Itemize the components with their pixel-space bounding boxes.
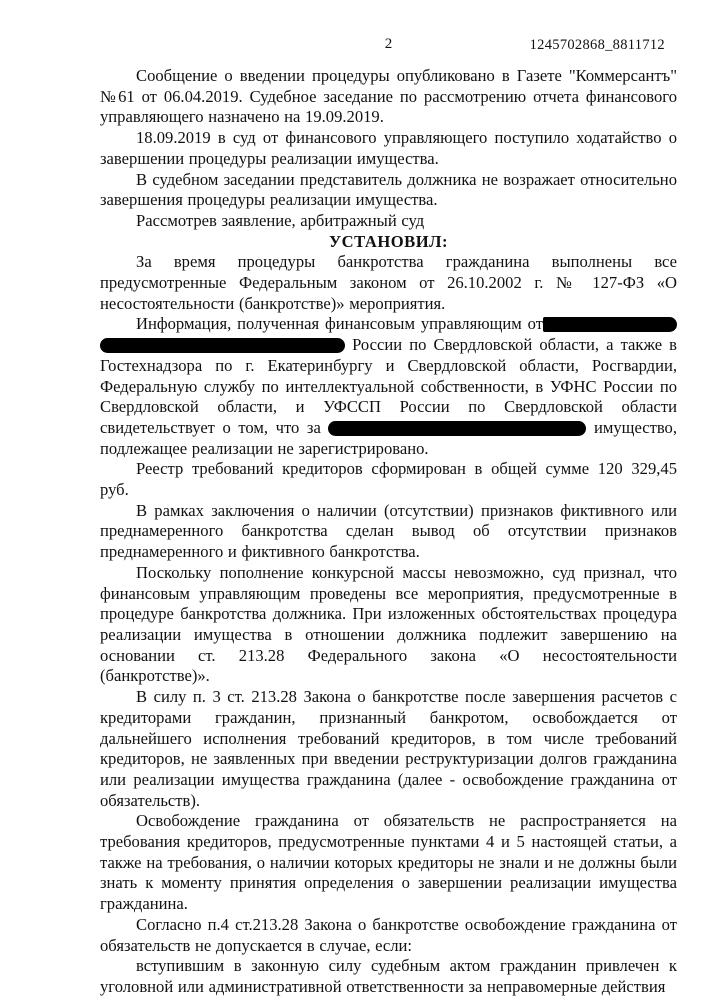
resolution-heading: УСТАНОВИЛ:	[328, 231, 449, 251]
page-number: 2	[384, 36, 393, 52]
page-header	[100, 36, 677, 58]
paragraph-14: вступившим в законную силу судебным актом гражданин привлечен к уголовной или административной ответственности за неправомерные действия	[100, 956, 677, 996]
paragraph-3: В судебном заседании представитель должника не возражает относительно завершения процедуры реализации имущества.	[100, 169, 677, 210]
paragraph-4: Рассмотрев заявление, арбитражный суд	[136, 210, 425, 230]
paragraph-2: 18.09.2019 в суд от финансового управляющего поступило ходатайство о завершении процедуры реализации имущества.	[100, 128, 677, 168]
redaction-bar	[100, 338, 345, 353]
paragraph-12: Освобождение гражданина от обязательств не распространяется на требования кредиторов, предусмотренные пунктами 4 и 5 настоящей статьи, а также на требования, о наличии которых кредиторы не знали и не должны были знать к моменту принятия определения о завершении реализации имущества гражданина.	[100, 811, 677, 914]
document-id: 1245702868_8811712	[529, 37, 665, 53]
paragraph-9: В рамках заключения о наличии (отсутствии) признаков фиктивного или преднамеренного банкротства сделан вывод об отсутствии признаков преднамеренного и фиктивного банкротства.	[100, 500, 677, 562]
paragraph-7: Информация, полученная финансовым управляющим от России по Свердловской области, а также в Гостехнадзора по г. Екатеринбургу и Свердловской области, Росгвардии, Федеральную службу по интеллектуальной собственности, в УФНС России по Свердловской области, и УФССП России по Свердловской области свидетельствует о том, что за имущество, подлежащее реализации не зарегистрировано.	[100, 314, 678, 458]
paragraph-1: Сообщение о введении процедуры опубликовано в Газете "Коммерсантъ" №61 от 06.04.2019. Судебное заседание по рассмотрению отчета финансового управляющего назначено на 19.09.2019.	[100, 66, 677, 127]
paragraph-13: Согласно п.4 ст.213.28 Закона о банкротстве освобождение гражданина от обязательств не допускается в случае, если:	[100, 914, 677, 955]
paragraph-11: В силу п. 3 ст. 213.28 Закона о банкротстве после завершения расчетов с кредиторами гражданин, признанный банкротом, освобождается от дальнейшего исполнения требований кредиторов, в том числе требований кредиторов, не заявленных при введении реструктуризации долгов гражданина или реализации имущества гражданина (далее - освобождение гражданина от обязательств).	[100, 687, 677, 810]
redaction-bar	[328, 421, 586, 436]
paragraph-6: За время процедуры банкротства гражданина выполнены все предусмотренные Федеральным законом от 26.10.2002 г. № 127-ФЗ «О несостоятельности (банкротстве)» мероприятия.	[100, 252, 677, 313]
paragraph-10: Поскольку пополнение конкурсной массы невозможно, суд признал, что финансовым управляющим проведены все мероприятия, предусмотренные в процедуре банкротства должника. При изложенных обстоятельствах процедура реализации имущества в отношении должника подлежит завершению на основании ст. 213.28 Федерального закона «О несостоятельности (банкротстве)».	[100, 562, 677, 686]
redaction-bar	[543, 317, 677, 332]
document-body	[100, 66, 677, 998]
paragraph-8: Реестр требований кредиторов сформирован в общей сумме 120 329,45 руб.	[100, 459, 677, 500]
